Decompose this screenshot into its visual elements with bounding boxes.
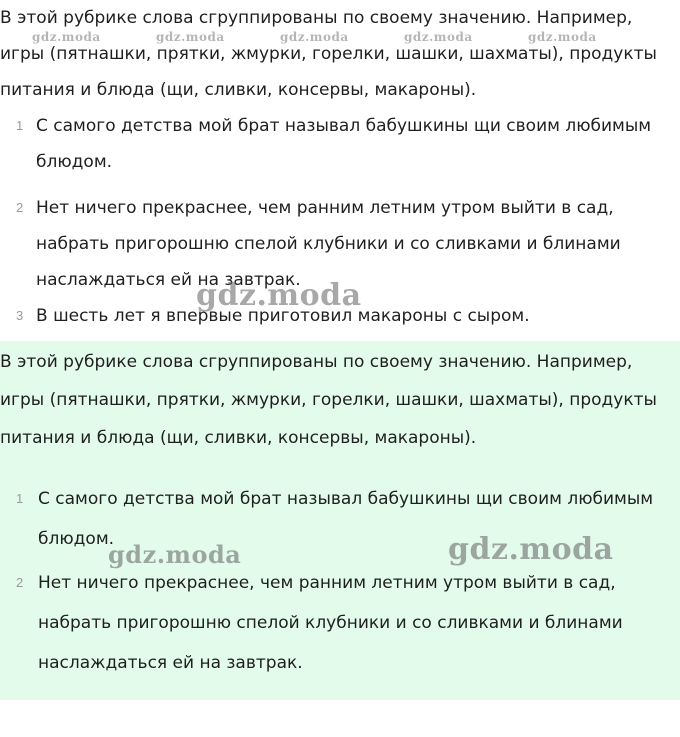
list-item <box>0 563 680 683</box>
list-item-text: Нет ничего прекраснее, чем ранним летним утром выйти в сад, набрать пригорошню спелой клубники и со сливками и блинами наслаждаться ей на завтрак. <box>36 198 621 290</box>
list-item-text: С самого детства мой брат называл бабушкины щи своим любимым блюдом. <box>36 116 652 172</box>
list-number: 1 <box>16 491 24 506</box>
watermark: gdz.moda <box>448 532 614 567</box>
list-item <box>0 190 680 298</box>
numbered-list <box>0 108 680 334</box>
intro-paragraph: В этой рубрике слова сгруппированы по своему значению. Например, игры (пятнашки, прятки, жмурки, горелки, шашки, шахматы), продукты питания и блюда (щи, сливки, консервы, макароны). <box>0 8 657 100</box>
intro-paragraph: В этой рубрике слова сгруппированы по своему значению. Например, игры (пятнашки, прятки, жмурки, горелки, шашки, шахматы), продукты питания и блюда (щи, сливки, консервы, макароны). <box>0 352 657 448</box>
list-number: 2 <box>16 575 24 590</box>
numbered-list <box>0 479 680 683</box>
list-item <box>0 108 680 180</box>
watermark: gdz.moda <box>528 30 597 44</box>
watermark: gdz.moda <box>156 30 225 44</box>
list-item <box>0 298 680 334</box>
list-number: 1 <box>16 118 24 133</box>
list-item-text: С самого детства мой брат называл бабушкины щи своим любимым блюдом. <box>38 489 654 549</box>
list-item <box>0 479 680 559</box>
list-number: 2 <box>16 200 24 215</box>
watermark: gdz.moda <box>108 540 242 569</box>
list-number: 3 <box>16 308 24 323</box>
watermark: gdz.moda <box>404 30 473 44</box>
answer-panel <box>0 341 680 700</box>
watermark: gdz.moda <box>280 30 349 44</box>
watermark: gdz.moda <box>32 30 101 44</box>
list-item-text: В шесть лет я впервые приготовил макароны с сыром. <box>36 306 530 326</box>
watermark: gdz.moda <box>196 278 362 313</box>
list-item-text: Нет ничего прекраснее, чем ранним летним утром выйти в сад, набрать пригорошню спелой клубники и со сливками и блинами наслаждаться ей на завтрак. <box>38 573 623 673</box>
